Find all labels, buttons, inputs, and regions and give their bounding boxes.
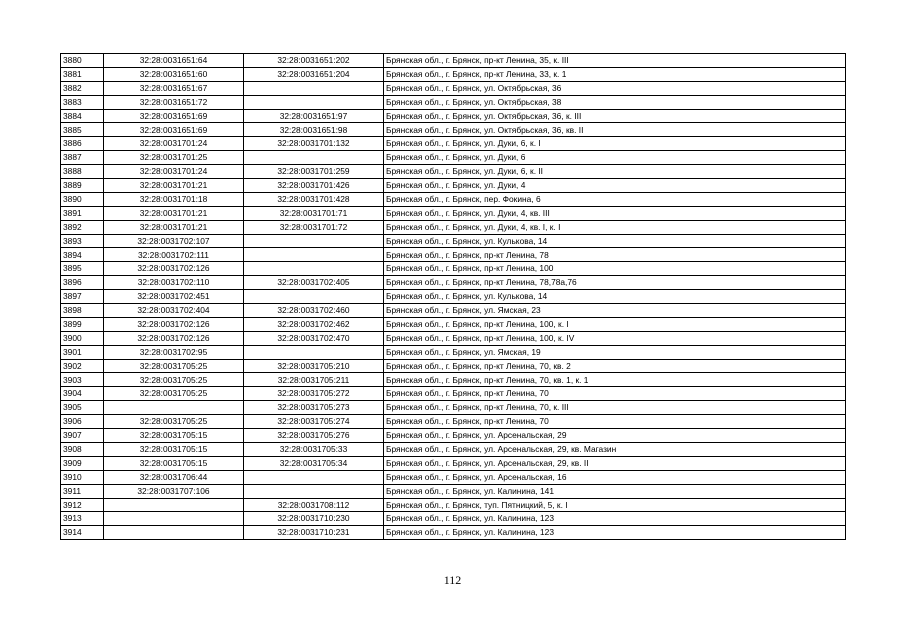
cadastral-block-cell: 32:28:0031651:72	[104, 95, 244, 109]
row-number-cell: 3890	[61, 192, 104, 206]
address-cell: Брянская обл., г. Брянск, пр-кт Ленина, 70, к. III	[384, 401, 846, 415]
table-row	[61, 387, 846, 401]
registry-table	[60, 53, 846, 540]
cadastral-block-cell: 32:28:0031651:69	[104, 123, 244, 137]
row-number-cell: 3911	[61, 484, 104, 498]
table-row	[61, 498, 846, 512]
cadastral-block-cell: 32:28:0031705:25	[104, 359, 244, 373]
address-cell: Брянская обл., г. Брянск, пр-кт Ленина, 100, к. I	[384, 317, 846, 331]
table-row	[61, 317, 846, 331]
cadastral-block-cell: 32:28:0031701:21	[104, 206, 244, 220]
cadastral-block-cell: 32:28:0031702:451	[104, 290, 244, 304]
cadastral-number-cell: 32:28:0031701:72	[244, 220, 384, 234]
table-row	[61, 179, 846, 193]
row-number-cell: 3895	[61, 262, 104, 276]
row-number-cell: 3886	[61, 137, 104, 151]
row-number-cell: 3914	[61, 526, 104, 540]
cadastral-number-cell: 32:28:0031701:428	[244, 192, 384, 206]
table-row	[61, 123, 846, 137]
row-number-cell: 3902	[61, 359, 104, 373]
row-number-cell: 3887	[61, 151, 104, 165]
row-number-cell: 3909	[61, 456, 104, 470]
address-cell: Брянская обл., г. Брянск, ул. Калинина, 123	[384, 526, 846, 540]
address-cell: Брянская обл., г. Брянск, пр-кт Ленина, 78,78а,76	[384, 276, 846, 290]
table-row	[61, 484, 846, 498]
address-cell: Брянская обл., г. Брянск, пер. Фокина, 6	[384, 192, 846, 206]
address-cell: Брянская обл., г. Брянск, пр-кт Ленина, 70	[384, 415, 846, 429]
table-row	[61, 526, 846, 540]
row-number-cell: 3883	[61, 95, 104, 109]
cadastral-number-cell: 32:28:0031651:98	[244, 123, 384, 137]
table-row	[61, 151, 846, 165]
cadastral-number-cell: 32:28:0031705:273	[244, 401, 384, 415]
cadastral-block-cell: 32:28:0031701:21	[104, 220, 244, 234]
cadastral-block-cell: 32:28:0031702:404	[104, 304, 244, 318]
row-number-cell: 3903	[61, 373, 104, 387]
cadastral-block-cell: 32:28:0031651:69	[104, 109, 244, 123]
cadastral-block-cell: 32:28:0031702:107	[104, 234, 244, 248]
cadastral-number-cell: 32:28:0031701:132	[244, 137, 384, 151]
table-row	[61, 331, 846, 345]
cadastral-block-cell: 32:28:0031702:126	[104, 331, 244, 345]
table-row	[61, 304, 846, 318]
row-number-cell: 3907	[61, 429, 104, 443]
row-number-cell: 3885	[61, 123, 104, 137]
cadastral-block-cell: 32:28:0031705:25	[104, 373, 244, 387]
row-number-cell: 3893	[61, 234, 104, 248]
row-number-cell: 3891	[61, 206, 104, 220]
cadastral-number-cell	[244, 248, 384, 262]
row-number-cell: 3894	[61, 248, 104, 262]
table-row	[61, 373, 846, 387]
table-row	[61, 429, 846, 443]
table-row	[61, 276, 846, 290]
cadastral-block-cell: 32:28:0031651:67	[104, 81, 244, 95]
cadastral-block-cell	[104, 498, 244, 512]
row-number-cell: 3906	[61, 415, 104, 429]
table-row	[61, 137, 846, 151]
cadastral-block-cell: 32:28:0031701:21	[104, 179, 244, 193]
address-cell: Брянская обл., г. Брянск, ул. Арсенальская, 29	[384, 429, 846, 443]
row-number-cell: 3904	[61, 387, 104, 401]
cadastral-number-cell	[244, 95, 384, 109]
row-number-cell: 3910	[61, 470, 104, 484]
table-row	[61, 206, 846, 220]
address-cell: Брянская обл., г. Брянск, пр-кт Ленина, 100, к. IV	[384, 331, 846, 345]
cadastral-block-cell: 32:28:0031701:24	[104, 137, 244, 151]
table-row	[61, 442, 846, 456]
table-row	[61, 67, 846, 81]
cadastral-number-cell: 32:28:0031651:202	[244, 54, 384, 68]
address-cell: Брянская обл., г. Брянск, пр-кт Ленина, 35, к. III	[384, 54, 846, 68]
address-cell: Брянская обл., г. Брянск, ул. Калинина, 123	[384, 512, 846, 526]
cadastral-number-cell: 32:28:0031710:230	[244, 512, 384, 526]
cadastral-number-cell	[244, 345, 384, 359]
cadastral-block-cell: 32:28:0031705:25	[104, 415, 244, 429]
table-row	[61, 54, 846, 68]
row-number-cell: 3901	[61, 345, 104, 359]
page-number: 112	[443, 573, 462, 587]
cadastral-number-cell: 32:28:0031705:33	[244, 442, 384, 456]
address-cell: Брянская обл., г. Брянск, пр-кт Ленина, 70	[384, 387, 846, 401]
cadastral-block-cell: 32:28:0031705:15	[104, 442, 244, 456]
table-row	[61, 415, 846, 429]
table-row	[61, 81, 846, 95]
table-row	[61, 248, 846, 262]
row-number-cell: 3884	[61, 109, 104, 123]
cadastral-block-cell: 32:28:0031707:106	[104, 484, 244, 498]
cadastral-number-cell: 32:28:0031708:112	[244, 498, 384, 512]
row-number-cell: 3912	[61, 498, 104, 512]
row-number-cell: 3898	[61, 304, 104, 318]
cadastral-block-cell: 32:28:0031701:24	[104, 165, 244, 179]
cadastral-number-cell: 32:28:0031705:210	[244, 359, 384, 373]
address-cell: Брянская обл., г. Брянск, пр-кт Ленина, 100	[384, 262, 846, 276]
row-number-cell: 3899	[61, 317, 104, 331]
cadastral-number-cell	[244, 290, 384, 304]
address-cell: Брянская обл., г. Брянск, ул. Арсенальская, 16	[384, 470, 846, 484]
cadastral-number-cell: 32:28:0031705:274	[244, 415, 384, 429]
cadastral-number-cell	[244, 484, 384, 498]
cadastral-number-cell	[244, 262, 384, 276]
address-cell: Брянская обл., г. Брянск, ул. Кулькова, 14	[384, 290, 846, 304]
row-number-cell: 3892	[61, 220, 104, 234]
table-row	[61, 165, 846, 179]
cadastral-number-cell: 32:28:0031710:231	[244, 526, 384, 540]
address-cell: Брянская обл., г. Брянск, ул. Арсенальская, 29, кв. Магазин	[384, 442, 846, 456]
table-row	[61, 192, 846, 206]
cadastral-block-cell	[104, 401, 244, 415]
address-cell: Брянская обл., г. Брянск, ул. Дуки, 6, к. II	[384, 165, 846, 179]
cadastral-number-cell: 32:28:0031701:426	[244, 179, 384, 193]
cadastral-block-cell: 32:28:0031705:25	[104, 387, 244, 401]
cadastral-block-cell: 32:28:0031702:111	[104, 248, 244, 262]
address-cell: Брянская обл., г. Брянск, ул. Октябрьская, 38	[384, 95, 846, 109]
table-row	[61, 512, 846, 526]
cadastral-block-cell: 32:28:0031702:110	[104, 276, 244, 290]
cadastral-block-cell: 32:28:0031702:95	[104, 345, 244, 359]
address-cell: Брянская обл., г. Брянск, туп. Пятницкий, 5, к. I	[384, 498, 846, 512]
cadastral-number-cell: 32:28:0031701:71	[244, 206, 384, 220]
table-row	[61, 359, 846, 373]
address-cell: Брянская обл., г. Брянск, ул. Ямская, 19	[384, 345, 846, 359]
table-row	[61, 109, 846, 123]
row-number-cell: 3897	[61, 290, 104, 304]
address-cell: Брянская обл., г. Брянск, пр-кт Ленина, 70, кв. 2	[384, 359, 846, 373]
cadastral-block-cell: 32:28:0031701:25	[104, 151, 244, 165]
table-row	[61, 95, 846, 109]
cadastral-number-cell: 32:28:0031705:276	[244, 429, 384, 443]
cadastral-block-cell	[104, 526, 244, 540]
cadastral-number-cell: 32:28:0031705:211	[244, 373, 384, 387]
address-cell: Брянская обл., г. Брянск, ул. Дуки, 4	[384, 179, 846, 193]
cadastral-block-cell: 32:28:0031706:44	[104, 470, 244, 484]
cadastral-block-cell: 32:28:0031702:126	[104, 262, 244, 276]
row-number-cell: 3913	[61, 512, 104, 526]
address-cell: Брянская обл., г. Брянск, пр-кт Ленина, 70, кв. 1, к. 1	[384, 373, 846, 387]
row-number-cell: 3908	[61, 442, 104, 456]
row-number-cell: 3889	[61, 179, 104, 193]
table-row	[61, 220, 846, 234]
cadastral-number-cell: 32:28:0031705:272	[244, 387, 384, 401]
address-cell: Брянская обл., г. Брянск, ул. Дуки, 4, кв. I, к. I	[384, 220, 846, 234]
address-cell: Брянская обл., г. Брянск, ул. Калинина, 141	[384, 484, 846, 498]
cadastral-number-cell: 32:28:0031702:462	[244, 317, 384, 331]
table-row	[61, 401, 846, 415]
address-cell: Брянская обл., г. Брянск, ул. Октябрьская, 36, кв. II	[384, 123, 846, 137]
row-number-cell: 3880	[61, 54, 104, 68]
address-cell: Брянская обл., г. Брянск, ул. Октябрьская, 36, к. III	[384, 109, 846, 123]
address-cell: Брянская обл., г. Брянск, ул. Кулькова, 14	[384, 234, 846, 248]
cadastral-number-cell: 32:28:0031702:460	[244, 304, 384, 318]
table-row	[61, 456, 846, 470]
registry-table-body	[61, 54, 846, 540]
address-cell: Брянская обл., г. Брянск, пр-кт Ленина, 78	[384, 248, 846, 262]
cadastral-number-cell: 32:28:0031705:34	[244, 456, 384, 470]
row-number-cell: 3896	[61, 276, 104, 290]
row-number-cell: 3882	[61, 81, 104, 95]
cadastral-block-cell: 32:28:0031651:60	[104, 67, 244, 81]
row-number-cell: 3888	[61, 165, 104, 179]
cadastral-block-cell: 32:28:0031702:126	[104, 317, 244, 331]
cadastral-number-cell: 32:28:0031702:470	[244, 331, 384, 345]
address-cell: Брянская обл., г. Брянск, пр-кт Ленина, 33, к. 1	[384, 67, 846, 81]
address-cell: Брянская обл., г. Брянск, ул. Октябрьская, 36	[384, 81, 846, 95]
address-cell: Брянская обл., г. Брянск, ул. Ямская, 23	[384, 304, 846, 318]
address-cell: Брянская обл., г. Брянск, ул. Дуки, 4, кв. III	[384, 206, 846, 220]
row-number-cell: 3881	[61, 67, 104, 81]
cadastral-number-cell: 32:28:0031701:259	[244, 165, 384, 179]
row-number-cell: 3905	[61, 401, 104, 415]
table-row	[61, 290, 846, 304]
table-row	[61, 470, 846, 484]
cadastral-number-cell: 32:28:0031651:204	[244, 67, 384, 81]
cadastral-block-cell: 32:28:0031651:64	[104, 54, 244, 68]
cadastral-block-cell: 32:28:0031705:15	[104, 429, 244, 443]
cadastral-number-cell	[244, 470, 384, 484]
cadastral-number-cell: 32:28:0031651:97	[244, 109, 384, 123]
cadastral-number-cell: 32:28:0031702:405	[244, 276, 384, 290]
address-cell: Брянская обл., г. Брянск, ул. Арсенальская, 29, кв. II	[384, 456, 846, 470]
cadastral-block-cell: 32:28:0031701:18	[104, 192, 244, 206]
cadastral-block-cell: 32:28:0031705:15	[104, 456, 244, 470]
cadastral-block-cell	[104, 512, 244, 526]
address-cell: Брянская обл., г. Брянск, ул. Дуки, 6, к. I	[384, 137, 846, 151]
cadastral-number-cell	[244, 151, 384, 165]
cadastral-number-cell	[244, 81, 384, 95]
table-row	[61, 262, 846, 276]
cadastral-number-cell	[244, 234, 384, 248]
row-number-cell: 3900	[61, 331, 104, 345]
table-row	[61, 345, 846, 359]
address-cell: Брянская обл., г. Брянск, ул. Дуки, 6	[384, 151, 846, 165]
table-row	[61, 234, 846, 248]
